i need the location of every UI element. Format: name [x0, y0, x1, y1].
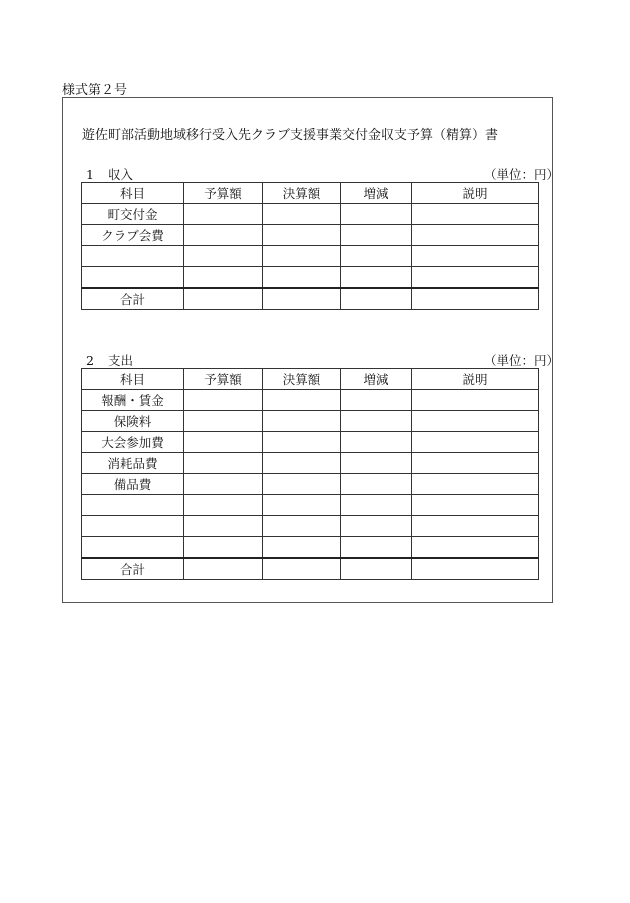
expenditure-explanation-cell[interactable] [412, 390, 539, 411]
income-explanation-cell[interactable] [412, 246, 539, 267]
expenditure-budget-cell[interactable] [184, 390, 263, 411]
expenditure-total-settlement-cell[interactable] [263, 558, 341, 580]
income-total-explanation-cell[interactable] [412, 288, 539, 310]
expenditure-budget-cell[interactable] [184, 495, 263, 516]
header-item: 科目 [82, 369, 184, 390]
expenditure-total-label: 合計 [82, 558, 184, 580]
header-explanation: 説明 [412, 183, 539, 204]
expenditure-row [82, 432, 539, 453]
expenditure-total-budget-cell[interactable] [184, 558, 263, 580]
expenditure-header-row [82, 369, 539, 390]
expenditure-settlement-cell[interactable] [263, 474, 341, 495]
income-explanation-cell[interactable] [412, 267, 539, 289]
expenditure-total-difference-cell[interactable] [341, 558, 412, 580]
income-budget-cell[interactable] [184, 246, 263, 267]
expenditure-row [82, 474, 539, 495]
income-difference-cell[interactable] [341, 267, 412, 289]
income-header-row [82, 183, 539, 204]
income-total-settlement-cell[interactable] [263, 288, 341, 310]
expenditure-section-number: 2 [86, 353, 94, 368]
expenditure-row [82, 516, 539, 537]
document-title: 遊佐町部活動地域移行受入先クラブ支援事業交付金収支予算（精算）書 [82, 128, 499, 143]
expenditure-settlement-cell[interactable] [263, 453, 341, 474]
income-difference-cell[interactable] [341, 246, 412, 267]
expenditure-difference-cell[interactable] [341, 516, 412, 537]
income-settlement-cell[interactable] [263, 204, 341, 225]
expenditure-item: 消耗品費 [82, 453, 184, 474]
expenditure-row [82, 495, 539, 516]
income-section-number: 1 [86, 167, 94, 182]
expenditure-budget-cell[interactable] [184, 453, 263, 474]
expenditure-settlement-cell[interactable] [263, 432, 341, 453]
header-settlement: 決算額 [263, 183, 341, 204]
income-section-title: 収入 [108, 167, 134, 182]
income-section-heading [86, 165, 133, 183]
income-total-budget-cell[interactable] [184, 288, 263, 310]
expenditure-row [82, 390, 539, 411]
expenditure-explanation-cell[interactable] [412, 432, 539, 453]
expenditure-unit-label: （単位：円） [484, 353, 560, 368]
income-difference-cell[interactable] [341, 204, 412, 225]
expenditure-difference-cell[interactable] [341, 411, 412, 432]
expenditure-difference-cell[interactable] [341, 390, 412, 411]
expenditure-row [82, 453, 539, 474]
expenditure-row [82, 411, 539, 432]
income-row [82, 267, 539, 289]
expenditure-budget-cell[interactable] [184, 411, 263, 432]
income-row [82, 246, 539, 267]
income-row [82, 225, 539, 246]
expenditure-item[interactable] [82, 516, 184, 537]
expenditure-difference-cell[interactable] [341, 432, 412, 453]
income-item: 町交付金 [82, 204, 184, 225]
income-table [81, 182, 539, 310]
expenditure-difference-cell[interactable] [341, 537, 412, 559]
expenditure-settlement-cell[interactable] [263, 516, 341, 537]
header-budget: 予算額 [184, 369, 263, 390]
income-settlement-cell[interactable] [263, 267, 341, 289]
expenditure-item: 大会参加費 [82, 432, 184, 453]
expenditure-row [82, 537, 539, 559]
expenditure-total-explanation-cell[interactable] [412, 558, 539, 580]
expenditure-item[interactable] [82, 537, 184, 559]
expenditure-difference-cell[interactable] [341, 474, 412, 495]
expenditure-item[interactable] [82, 495, 184, 516]
expenditure-table [81, 368, 539, 580]
income-total-difference-cell[interactable] [341, 288, 412, 310]
expenditure-section-heading [86, 351, 133, 369]
income-unit-label: （単位：円） [484, 167, 560, 182]
expenditure-explanation-cell[interactable] [412, 495, 539, 516]
income-explanation-cell[interactable] [412, 225, 539, 246]
expenditure-item: 保険料 [82, 411, 184, 432]
income-item[interactable] [82, 267, 184, 289]
expenditure-settlement-cell[interactable] [263, 411, 341, 432]
income-budget-cell[interactable] [184, 225, 263, 246]
expenditure-explanation-cell[interactable] [412, 453, 539, 474]
expenditure-explanation-cell[interactable] [412, 474, 539, 495]
form-number: 様式第２号 [62, 83, 128, 98]
income-item[interactable] [82, 246, 184, 267]
expenditure-item: 報酬・賃金 [82, 390, 184, 411]
expenditure-difference-cell[interactable] [341, 495, 412, 516]
expenditure-explanation-cell[interactable] [412, 516, 539, 537]
expenditure-explanation-cell[interactable] [412, 537, 539, 559]
header-difference: 増減 [341, 183, 412, 204]
income-settlement-cell[interactable] [263, 225, 341, 246]
expenditure-budget-cell[interactable] [184, 432, 263, 453]
header-budget: 予算額 [184, 183, 263, 204]
expenditure-settlement-cell[interactable] [263, 537, 341, 559]
expenditure-settlement-cell[interactable] [263, 495, 341, 516]
header-explanation: 説明 [412, 369, 539, 390]
expenditure-budget-cell[interactable] [184, 516, 263, 537]
expenditure-total-row [82, 558, 539, 580]
income-budget-cell[interactable] [184, 267, 263, 289]
header-difference: 増減 [341, 369, 412, 390]
income-total-row [82, 288, 539, 310]
expenditure-item: 備品費 [82, 474, 184, 495]
expenditure-section-title: 支出 [108, 353, 134, 368]
expenditure-budget-cell[interactable] [184, 537, 263, 559]
income-budget-cell[interactable] [184, 204, 263, 225]
income-total-label: 合計 [82, 288, 184, 310]
income-explanation-cell[interactable] [412, 204, 539, 225]
header-item: 科目 [82, 183, 184, 204]
expenditure-difference-cell[interactable] [341, 453, 412, 474]
income-row [82, 204, 539, 225]
expenditure-settlement-cell[interactable] [263, 390, 341, 411]
header-settlement: 決算額 [263, 369, 341, 390]
income-item: クラブ会費 [82, 225, 184, 246]
expenditure-budget-cell[interactable] [184, 474, 263, 495]
income-difference-cell[interactable] [341, 225, 412, 246]
expenditure-explanation-cell[interactable] [412, 411, 539, 432]
income-settlement-cell[interactable] [263, 246, 341, 267]
